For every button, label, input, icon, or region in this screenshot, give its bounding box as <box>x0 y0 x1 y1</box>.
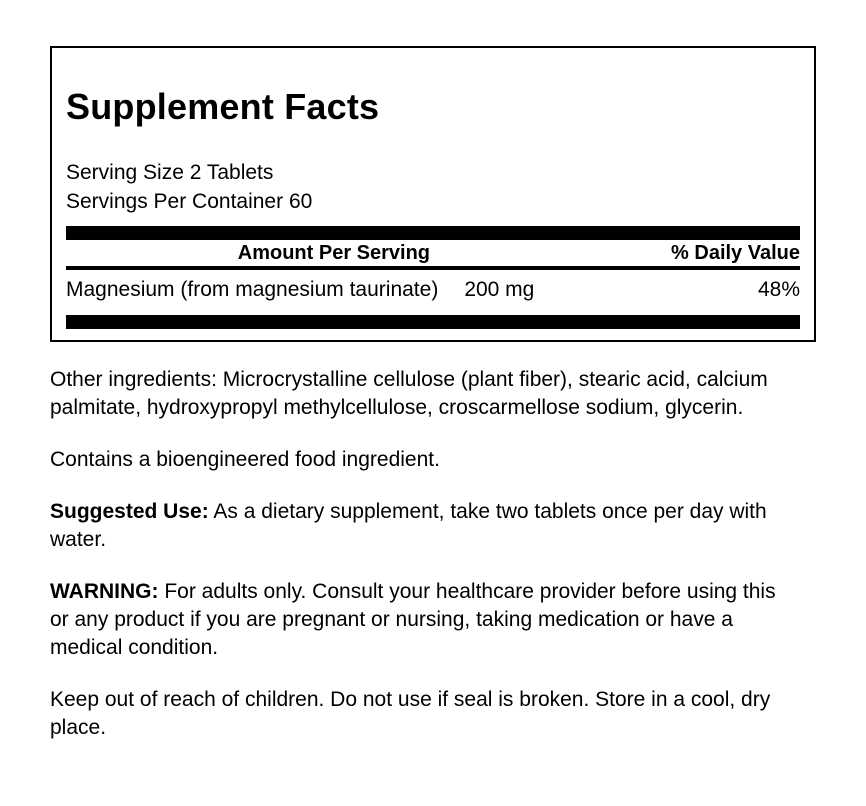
warning-text: For adults only. Consult your healthcare provider before using this or any product if you are pregnant or nursing, taking medication or have a medical condition. <box>50 580 776 659</box>
bioengineered-note: Contains a bioengineered food ingredient. <box>50 448 440 471</box>
warning-label: WARNING: <box>50 580 159 603</box>
info-section <box>50 366 792 742</box>
nutrient-daily-value: 48% <box>757 278 800 301</box>
table-header-row <box>66 240 800 266</box>
nutrient-name: Magnesium (from magnesium taurinate) <box>66 278 439 301</box>
divider-thick-top <box>66 226 800 240</box>
panel-title: Supplement Facts <box>66 86 380 127</box>
supplement-facts-panel <box>50 46 816 342</box>
serving-size: Serving Size 2 Tablets <box>66 161 274 184</box>
warning <box>50 578 792 662</box>
suggested-use <box>50 498 792 554</box>
nutrient-amount: 200 mg <box>464 278 535 301</box>
other-ingredients: Other ingredients: Microcrystalline cellulose (plant fiber), stearic acid, calcium palmitate, hydroxypropyl methylcellulose, croscarmellose sodium, glycerin. <box>50 368 768 419</box>
suggested-use-text: As a dietary supplement, take two tablets once per day with water. <box>50 500 767 551</box>
table-row <box>66 270 800 315</box>
daily-value-header: % Daily Value <box>671 242 800 264</box>
servings-per-container: Servings Per Container 60 <box>66 190 313 213</box>
storage-note: Keep out of reach of children. Do not use if seal is broken. Store in a cool, dry place. <box>50 688 771 739</box>
amount-per-serving-header: Amount Per Serving <box>237 242 431 264</box>
suggested-use-label: Suggested Use: <box>50 500 209 523</box>
divider-thick-bottom <box>66 315 800 329</box>
